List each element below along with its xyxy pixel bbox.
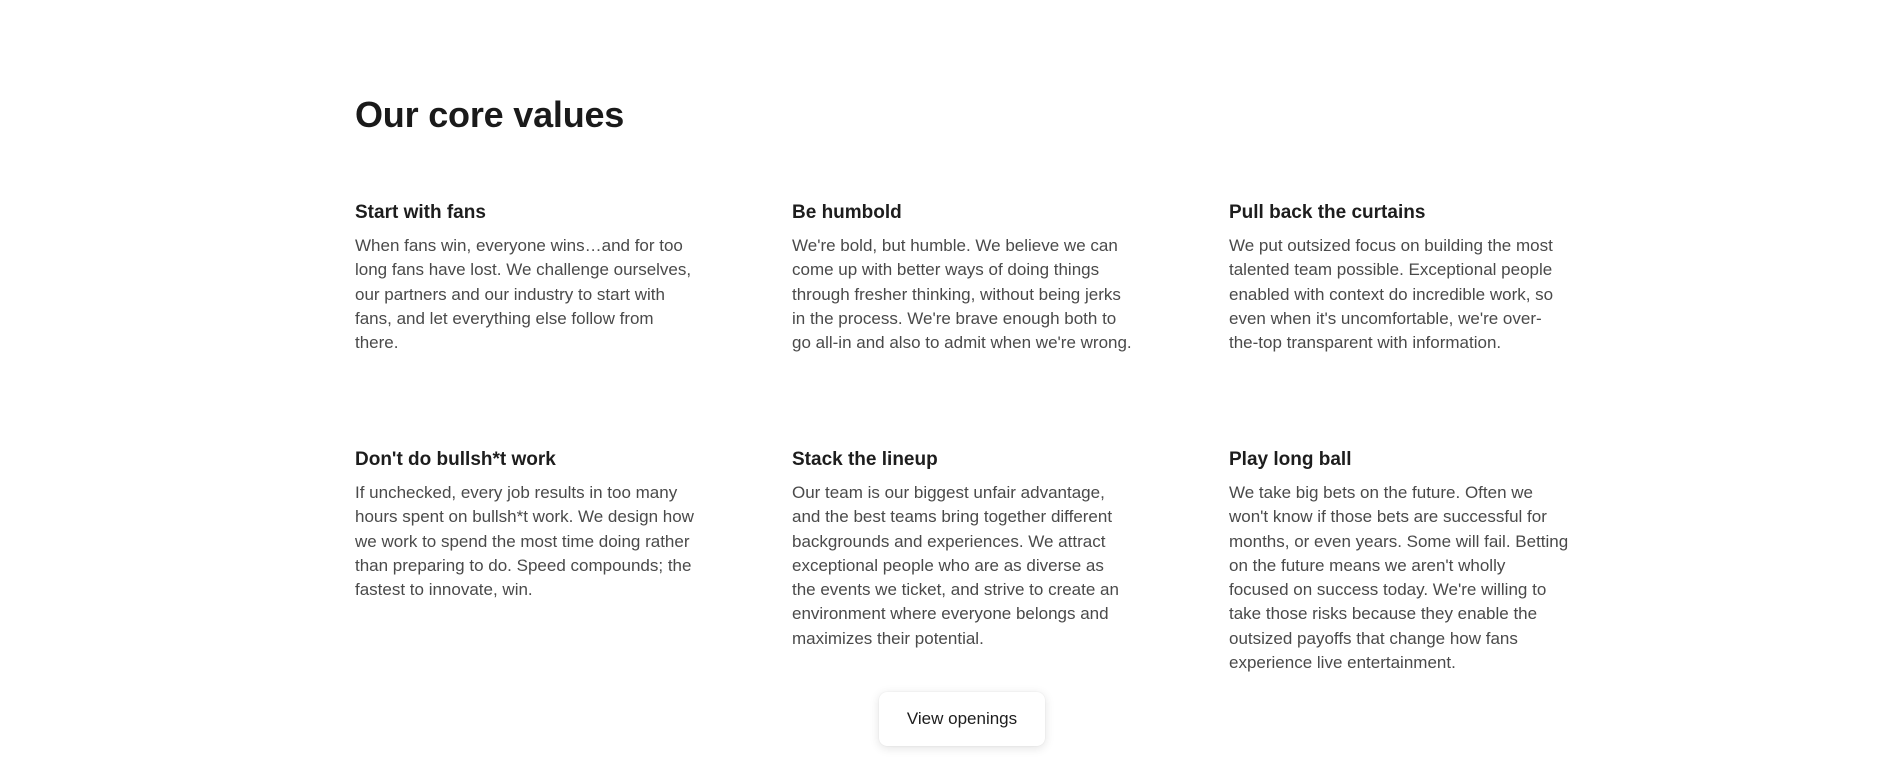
value-title: Play long ball — [1229, 449, 1352, 470]
values-grid — [355, 198, 1575, 692]
value-title: Pull back the curtains — [1229, 202, 1426, 223]
view-openings-button[interactable]: View openings — [879, 692, 1045, 746]
value-card-be-humbold — [792, 198, 1132, 445]
value-description: We take big bets on the future. Often we won't know if those bets are successful for months, or even years. Some will fail. Betting on the future means we aren't wholly focused on success today. We're willing to take those risks because they enable the outsized payoffs that change how fans experience live entertainment. — [1229, 483, 1569, 673]
value-description: We're bold, but humble. We believe we can come up with better ways of doing things through fresher thinking, without being jerks in the process. We're brave enough both to go all-in and also to admit when we're wrong. — [792, 236, 1132, 353]
cta-container — [879, 692, 1045, 746]
value-card-play-long-ball — [1229, 445, 1569, 692]
value-description: If unchecked, every job results in too many hours spent on bullsh*t work. We design how we work to spend the most time doing rather than preparing to do. Speed compounds; the fastest to innovate, win. — [355, 483, 694, 600]
value-description: Our team is our biggest unfair advantage, and the best teams bring together different backgrounds and experiences. We attract exceptional people who are as diverse as the events we ticket, and strive to create an environment where everyone belongs and maximizes their potential. — [792, 483, 1119, 648]
value-card-pull-back-the-curtains — [1229, 198, 1569, 445]
value-description: We put outsized focus on building the most talented team possible. Exceptional people enabled with context do incredible work, so even when it's uncomfortable, we're over-the-top transparent with information. — [1229, 236, 1554, 353]
value-description: When fans win, everyone wins…and for too long fans have lost. We challenge ourselves, our partners and our industry to start with fans, and let everything else follow from there. — [355, 236, 692, 353]
value-card-stack-the-lineup — [792, 445, 1132, 692]
value-title: Don't do bullsh*t work — [355, 449, 556, 470]
value-title: Stack the lineup — [792, 449, 938, 470]
value-card-start-with-fans — [355, 198, 695, 445]
value-title: Start with fans — [355, 202, 486, 223]
section-heading: Our core values — [355, 94, 625, 135]
value-card-dont-do-bullshit-work — [355, 445, 695, 692]
value-title: Be humbold — [792, 202, 902, 223]
